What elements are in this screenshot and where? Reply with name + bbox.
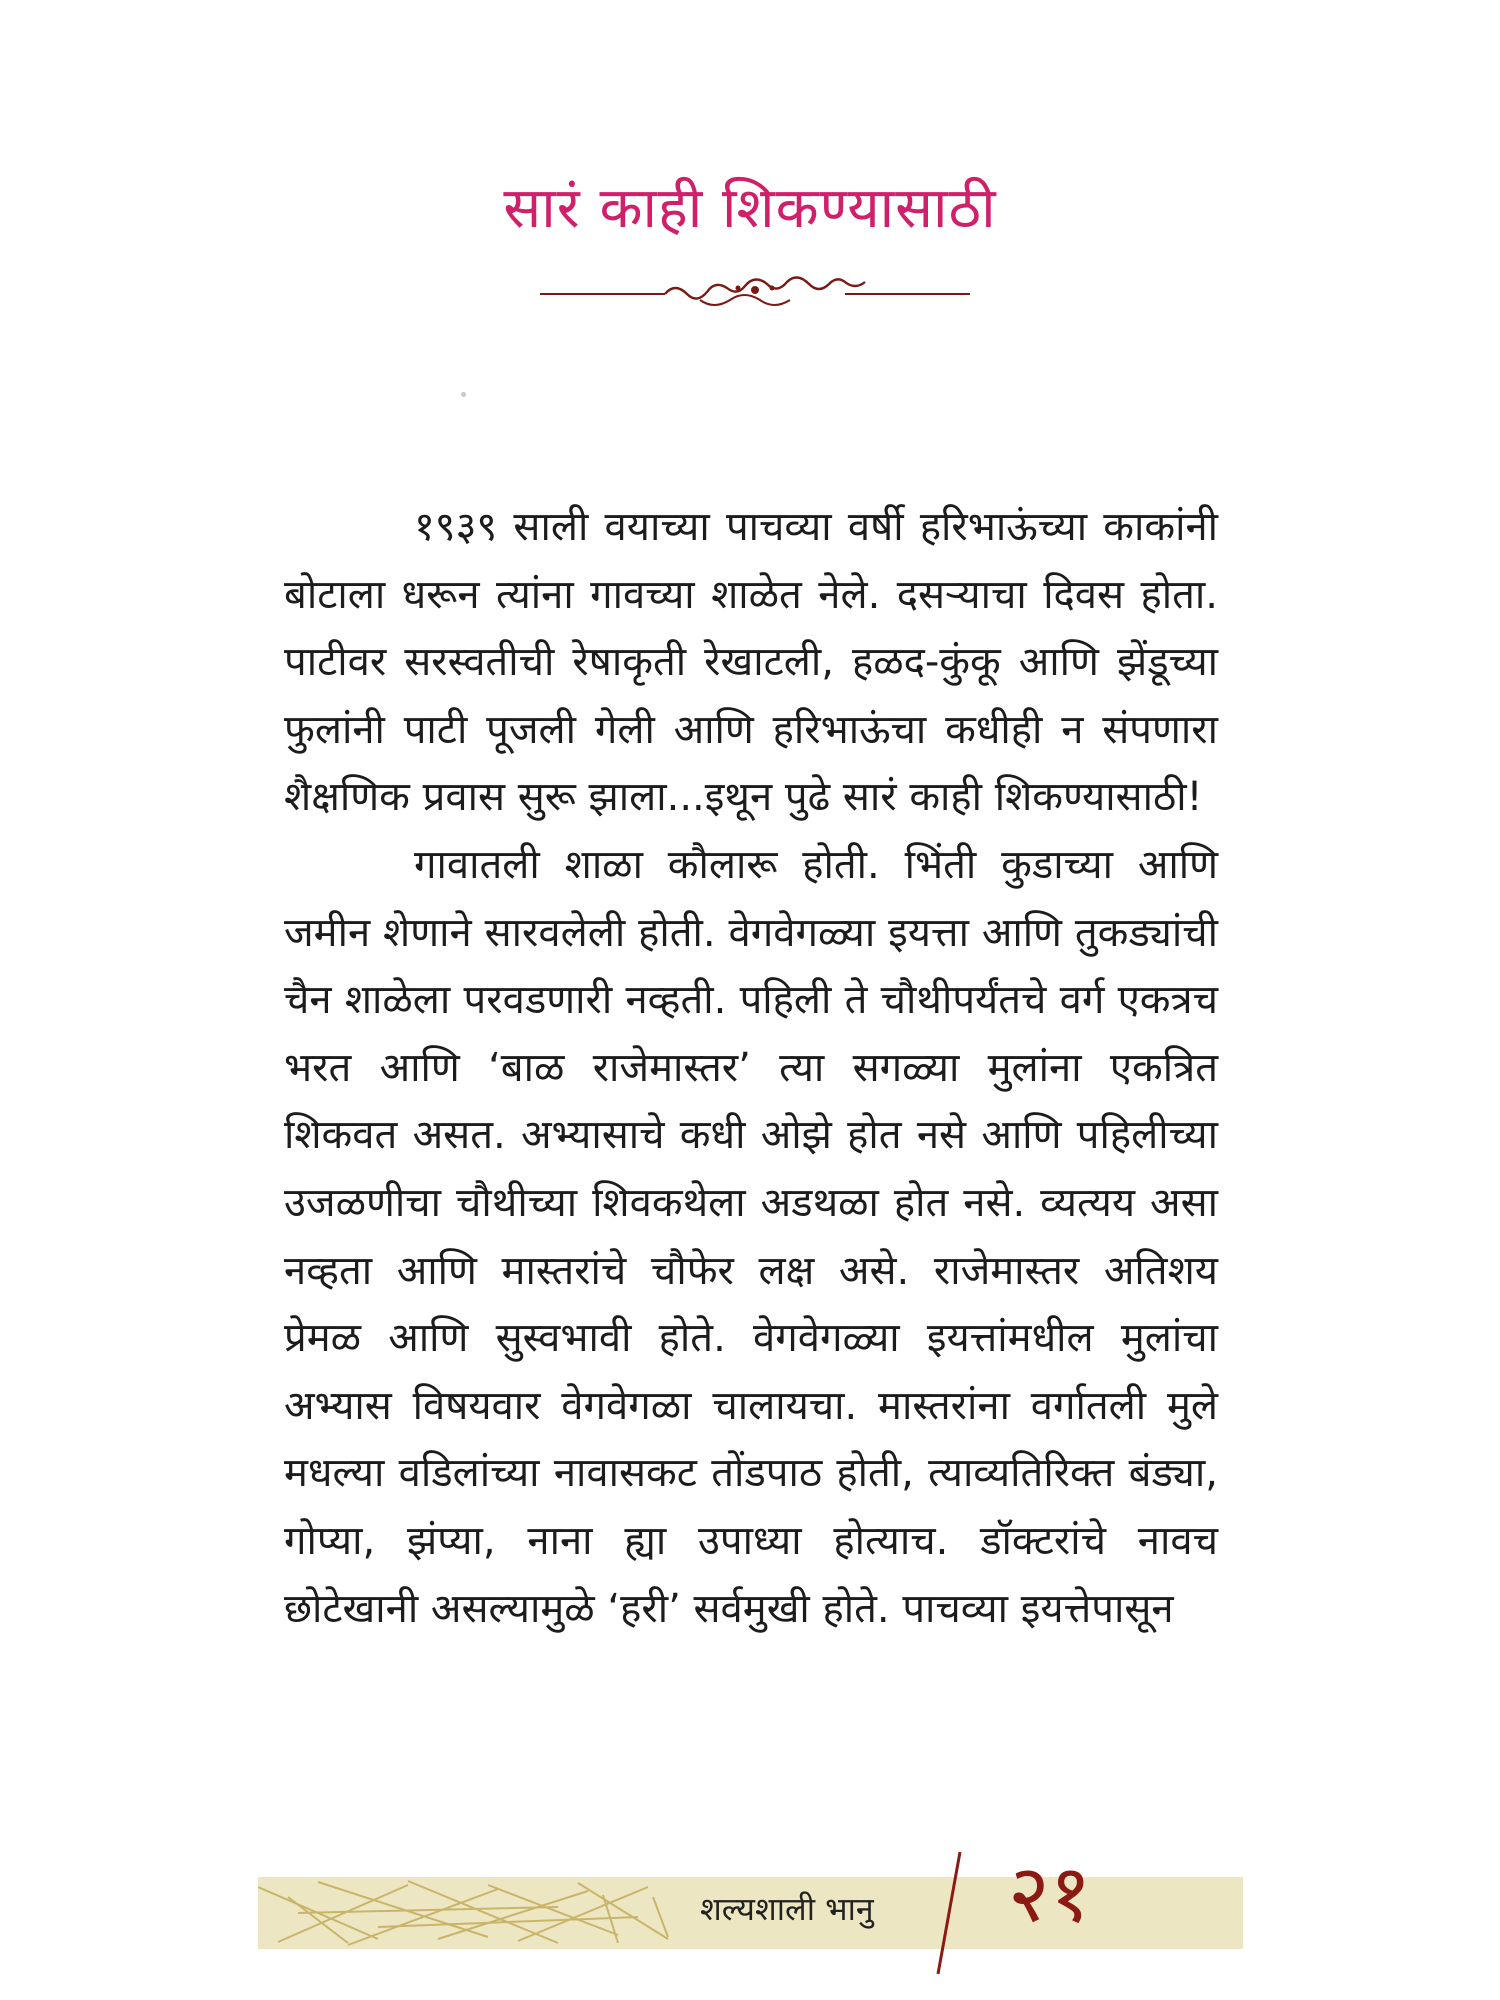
page-number: २१ [1008, 1847, 1092, 1940]
footer-line-pattern [258, 1877, 678, 1949]
paragraph: १९३९ साली वयाच्या पाचव्या वर्षी हरिभाऊंच्या काकांनी बोटाला धरून त्यांना गावच्या शाळेत नेले. दसऱ्याचा दिवस होता. पाटीवर सरस्वतीची रेषाकृती रेखाटली, हळद-कुंकू आणि झेंडूच्या फुलांनी पाटी पूजली गेली आणि हरिभाऊंचा कधीही न संपणारा शैक्षणिक प्रवास सुरू झाला...इथून पुढे सारं काही शिकण्यासाठी! [284, 504, 1218, 821]
running-title: शल्यशाली भानु [700, 1890, 874, 1928]
chapter-body [284, 494, 1218, 1643]
stray-dot [461, 392, 466, 397]
paragraph: गावातली शाळा कौलारू होती. भिंती कुडाच्या आणि जमीन शेणाने सारवलेली होती. वेगवेगळ्या इयत्ता आणि तुकड्यांची चैन शाळेला परवडणारी नव्हती. पहिली ते चौथीपर्यंतचे वर्ग एकत्रच भरत आणि ‘बाळ राजेमास्तर’ त्या सगळ्या मुलांना एकत्रित शिकवत असत. अभ्यासाचे कधी ओझे होत नसे आणि पहिलीच्या उजळणीचा चौथीच्या शिवकथेला अडथळा होत नसे. व्यत्यय असा नव्हता आणि मास्तरांचे चौफेर लक्ष असे. राजेमास्तर अतिशय प्रेमळ आणि सुस्वभावी होते. वेगवेगळ्या इयत्तांमधील मुलांचा अभ्यास विषयवार वेगवेगळा चालायचा. मास्तरांना वर्गातली मुले मधल्या वडिलांच्या नावासकट तोंडपाठ होती, त्याव्यतिरिक्त बंड्या, गोप्या, झंप्या, नाना ह्या उपाध्या होत्याच. डॉक्टरांचे नावच छोटेखानी असल्यामुळे ‘हरी’ सर्वमुखी होते. पाचव्या इयत्तेपासून [284, 841, 1218, 1632]
chapter-title: सारं काही शिकण्यासाठी [503, 176, 997, 241]
footer-slash-divider [934, 1850, 964, 1976]
title-ornament-divider [540, 272, 970, 316]
